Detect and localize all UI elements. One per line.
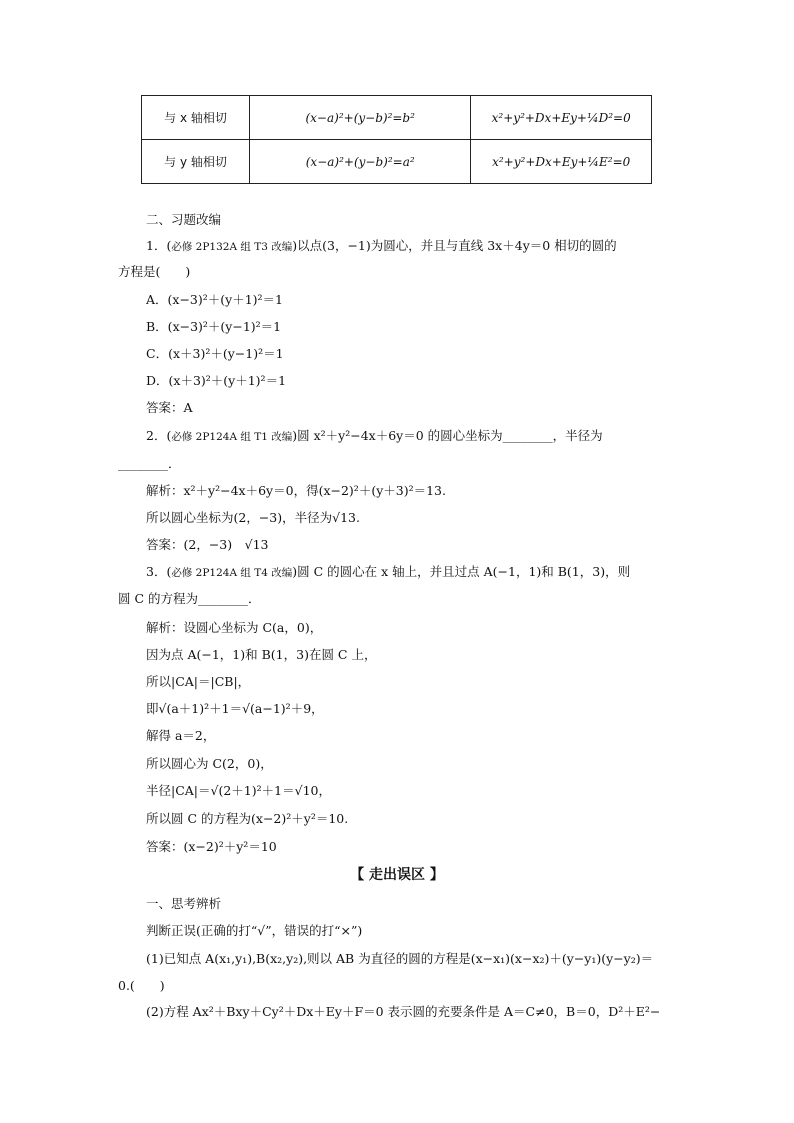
- section-heading: 二、习题改编: [146, 212, 222, 227]
- q3-text: )圆 C 的圆心在 x 轴上，并且过点 A(−1，1)和 B(1，3)，则: [292, 564, 631, 579]
- table-cell-label: 与 x 轴相切: [142, 96, 250, 140]
- tangent-circle-table: [141, 95, 652, 184]
- question-2: [146, 427, 603, 446]
- q1-answer: 答案：A: [146, 400, 193, 415]
- q3-source: 必修 2P124A 组 T4 改编: [171, 567, 293, 579]
- q1-option-d: D．(x＋3)²＋(y＋1)²＝1: [146, 373, 287, 388]
- pitfalls-title: 【 走出误区 】: [350, 867, 444, 883]
- q2-source: 必修 2P124A 组 T1 改编: [171, 431, 293, 443]
- q3-analysis-line: 解得 a＝2，: [146, 728, 216, 743]
- q3-answer: 答案：(x−2)²＋y²＝10: [146, 839, 277, 854]
- pitfall-item-1: (1)已知点 A(x₁,y₁),B(x₂,y₂),则以 AB 为直径的圆的方程是(x−x₁)(x−x₂)＋(y−y₁)(y−y₂)＝: [146, 951, 654, 966]
- q3-analysis-line: 即√(a＋1)²＋1＝√(a−1)²＋9，: [146, 701, 324, 716]
- table-cell-standard: (x−a)²+(y−b)²=a²: [250, 140, 471, 184]
- q1-option-c: C．(x＋3)²＋(y−1)²＝1: [146, 346, 284, 361]
- pitfall-item-1-cont: 0.( ): [118, 978, 165, 993]
- q2-answer: 答案：(2，−3) √13: [146, 537, 269, 552]
- table-cell-general: x²+y²+Dx+Ey+¼E²=0: [471, 140, 652, 184]
- q3-prefix: 3．(: [146, 564, 172, 579]
- pitfalls-subheading: 一、思考辨析: [146, 896, 222, 911]
- q1-option-b: B．(x−3)²＋(y−1)²＝1: [146, 319, 282, 334]
- q3-analysis-line: 半径|CA|＝√(2＋1)²＋1＝√10，: [146, 783, 331, 798]
- question-1: [146, 237, 617, 256]
- q2-analysis: 解析：x²＋y²−4x＋6y＝0，得(x−2)²＋(y＋3)²＝13.: [146, 483, 446, 498]
- q1-prefix: 1．(: [146, 238, 172, 253]
- table-cell-label: 与 y 轴相切: [142, 140, 250, 184]
- table-cell-general: x²+y²+Dx+Ey+¼D²=0: [471, 96, 652, 140]
- q3-analysis-line: 因为点 A(−1，1)和 B(1，3)在圆 C 上，: [146, 647, 377, 662]
- q2-text-cont: ________．: [118, 456, 181, 471]
- pitfall-item-2: (2)方程 Ax²＋Bxy＋Cy²＋Dx＋Ey＋F＝0 表示圆的充要条件是 A＝C≠0，B＝0，D²＋E²−: [146, 1004, 661, 1019]
- pitfalls-instruction: 判断正误(正确的打“√”，错误的打“×”): [146, 923, 363, 938]
- question-3: [146, 563, 630, 582]
- q1-text: )以点(3，−1)为圆心，并且与直线 3x＋4y＝0 相切的圆的: [292, 238, 617, 253]
- q3-analysis-line: 解析：设圆心坐标为 C(a，0)，: [146, 620, 323, 635]
- q1-text-cont: 方程是( ): [118, 264, 191, 279]
- table-row: [142, 140, 652, 184]
- table-cell-standard: (x−a)²+(y−b)²=b²: [250, 96, 471, 140]
- q3-analysis-line: 所以圆 C 的方程为(x−2)²＋y²＝10.: [146, 811, 349, 826]
- q2-analysis-line: 所以圆心坐标为(2，−3)，半径为√13.: [146, 510, 360, 525]
- q1-source: 必修 2P132A 组 T3 改编: [171, 241, 293, 253]
- table-row: [142, 96, 652, 140]
- q3-analysis-line: 所以|CA|＝|CB|，: [146, 674, 251, 689]
- q1-option-a: A．(x−3)²＋(y＋1)²＝1: [146, 292, 283, 307]
- q3-analysis-line: 所以圆心为 C(2，0)，: [146, 756, 273, 771]
- q2-prefix: 2．(: [146, 428, 172, 443]
- q2-text: )圆 x²＋y²−4x＋6y＝0 的圆心坐标为________，半径为: [292, 428, 603, 443]
- q3-text-cont: 圆 C 的方程为________．: [118, 591, 261, 606]
